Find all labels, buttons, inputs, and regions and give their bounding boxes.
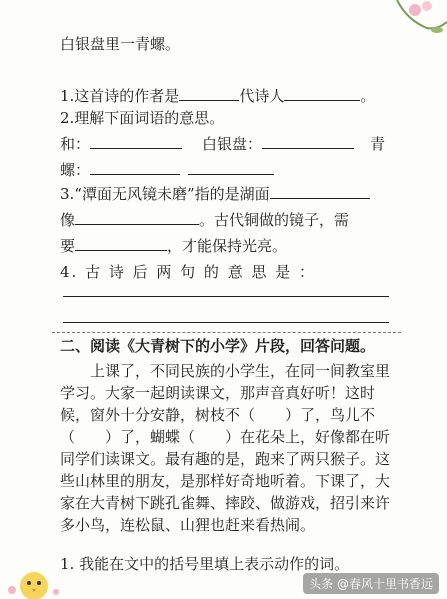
- question-1-end: 。: [360, 87, 376, 105]
- question-1-prefix: 1.这首诗的作者是: [60, 87, 180, 105]
- question-2-row-1: [60, 134, 395, 154]
- blank-like[interactable]: [75, 210, 199, 225]
- question-3-end: ，才能保持光亮。: [167, 237, 288, 255]
- term-luo: 螺：: [60, 161, 91, 179]
- answer-line-1[interactable]: [63, 296, 389, 297]
- question-2-row-2: [60, 160, 395, 180]
- blank-qingluo-1[interactable]: [90, 160, 180, 175]
- blank-need[interactable]: [75, 236, 167, 251]
- question-1: [60, 86, 395, 106]
- section-divider: [52, 332, 401, 333]
- poem-tail-line: 白银盘里一青螺。: [60, 35, 181, 53]
- question-3-row-1: [60, 184, 395, 204]
- question-3-yao: 要: [60, 237, 76, 255]
- question-3-row-2: [60, 210, 395, 230]
- term-he: 和：: [60, 135, 91, 153]
- question-3-row-3: [60, 236, 395, 256]
- watermark: 头条 @春风十里书香远: [303, 573, 439, 594]
- question-2-title: 2.理解下面词语的意思。: [60, 109, 225, 127]
- blank-author-name[interactable]: [284, 86, 360, 101]
- reading-question-1: 1. 我能在文中的括号里填上表示动作的词。: [60, 555, 350, 573]
- blank-he[interactable]: [90, 134, 182, 149]
- question-3-prefix: 3.“潭面无风镜未磨”指的是湖面: [60, 185, 270, 203]
- chick-decoration-icon: [4, 560, 64, 599]
- term-baiyinpan: 白银盘：: [202, 135, 263, 153]
- question-1-mid: 代诗人: [239, 87, 285, 105]
- question-3-mid: 。古代铜做的镜子，需: [199, 211, 350, 229]
- answer-line-2[interactable]: [63, 322, 389, 323]
- reading-passage: 上课了，不同民族的小学生，在同一间教室里学习。大家一起朗读课文，那声音真好听！这时候，窗外十分安静，树枝不（ ）了，鸟儿不（ ）了，蝴蝶（ ）在花朵上，好像都在听同学们读课文。最有趣的是，跑来了两只猴子。这些山林里的朋友，是那样好奇地听着。下课了，大家在大青树下跳孔雀舞、摔跤、做游戏，招引来许多小鸟，连松鼠、山狸也赶来看热闹。: [60, 362, 391, 534]
- question-3-xiang: 像: [60, 211, 76, 229]
- blank-author-dynasty[interactable]: [179, 86, 239, 101]
- blank-baiyinpan[interactable]: [262, 134, 354, 149]
- blank-lake-surface[interactable]: [270, 184, 370, 199]
- section-2-title: 二、阅读《大青树下的小学》片段，回答问题。: [60, 337, 376, 355]
- term-qing: 青: [370, 135, 386, 153]
- question-4: 4. 古 诗 后 两 句 的 意 思 是 ：: [60, 263, 316, 281]
- blank-qingluo-2[interactable]: [188, 160, 274, 175]
